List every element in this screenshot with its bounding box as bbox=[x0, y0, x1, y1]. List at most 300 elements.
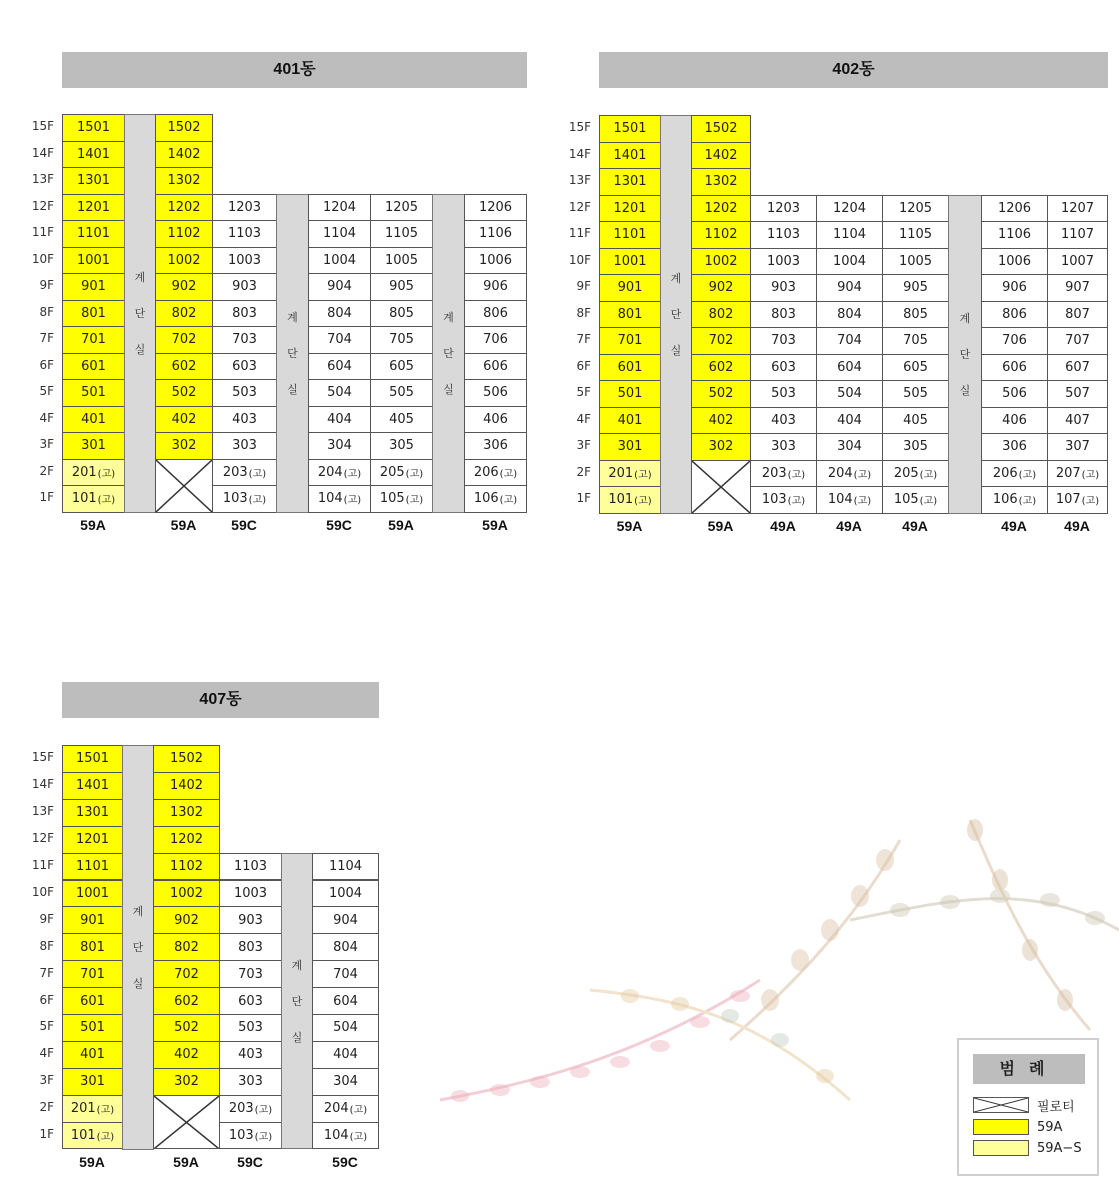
unit-cell bbox=[464, 459, 527, 487]
unit-number: 1102 bbox=[167, 226, 201, 242]
unit-number: 803 bbox=[238, 939, 263, 955]
stairwell bbox=[948, 195, 982, 514]
unit-number: 301 bbox=[80, 1074, 105, 1090]
stairwell-char: 단 bbox=[959, 348, 971, 361]
unit-number: 603 bbox=[771, 359, 796, 375]
unit-low-floor-suffix: (고) bbox=[405, 468, 424, 480]
unit-cell bbox=[981, 248, 1048, 276]
unit-cell bbox=[981, 380, 1048, 408]
unit-cell bbox=[599, 195, 661, 223]
unit-number: 1004 bbox=[328, 885, 363, 901]
stairwell bbox=[281, 853, 313, 1150]
unit-number: 602 bbox=[174, 993, 199, 1009]
unit-cell bbox=[212, 273, 277, 301]
unit-number: 1005 bbox=[898, 253, 933, 269]
unit-number: 1002 bbox=[704, 253, 738, 269]
unit-cell bbox=[370, 485, 433, 513]
unit-number: 802 bbox=[174, 939, 199, 955]
unit-cell bbox=[691, 115, 751, 143]
unit-number: 1402 bbox=[167, 146, 201, 162]
floor-label: 11F bbox=[31, 225, 54, 240]
unit-type-label: 59A bbox=[170, 516, 197, 533]
unit-number: 1502 bbox=[169, 751, 204, 767]
unit-number: 1501 bbox=[613, 121, 647, 137]
unit-cell bbox=[370, 353, 433, 381]
unit-cell bbox=[153, 772, 220, 800]
unit-cell bbox=[1047, 301, 1108, 329]
floor-label: 7F bbox=[39, 965, 54, 980]
unit-cell bbox=[308, 194, 371, 222]
unit-number: 801 bbox=[81, 305, 106, 321]
unit-number: 407 bbox=[1065, 412, 1090, 428]
unit-cell bbox=[212, 353, 277, 381]
stairwell-char: 단 bbox=[132, 941, 144, 955]
unit-cell bbox=[691, 195, 751, 223]
unit-cell bbox=[308, 459, 371, 487]
unit-cell bbox=[153, 799, 220, 827]
unit-number: 1201 bbox=[76, 199, 111, 215]
legend-title: 범례 bbox=[973, 1054, 1085, 1084]
unit-cell bbox=[816, 433, 883, 461]
unit-cell bbox=[599, 248, 661, 276]
unit-number: 206 bbox=[473, 464, 499, 480]
unit-number: 1206 bbox=[478, 199, 513, 215]
piloti-cell bbox=[691, 460, 751, 514]
unit-cell bbox=[62, 432, 125, 460]
unit-number: 1003 bbox=[766, 253, 801, 269]
unit-number: 304 bbox=[327, 438, 352, 454]
unit-number: 505 bbox=[903, 386, 928, 402]
floor-label: 8F bbox=[39, 304, 54, 319]
unit-cell bbox=[981, 433, 1048, 461]
floor-label: 12F bbox=[31, 198, 54, 213]
unit-number: 902 bbox=[174, 912, 199, 928]
floor-label: 2F bbox=[576, 464, 591, 479]
unit-number: 1005 bbox=[384, 252, 419, 268]
stairwell bbox=[660, 115, 692, 514]
stairwell-char: 실 bbox=[670, 344, 682, 358]
unit-cell bbox=[62, 167, 125, 195]
unit-cell bbox=[599, 486, 661, 514]
unit-cell bbox=[155, 353, 213, 381]
unit-number: 104 bbox=[317, 491, 343, 507]
stairwell bbox=[432, 194, 465, 513]
unit-number: 1502 bbox=[704, 121, 738, 137]
unit-number: 901 bbox=[80, 912, 105, 928]
piloti-cross-icon bbox=[156, 460, 212, 512]
unit-number: 1202 bbox=[169, 832, 204, 848]
unit-low-floor-suffix: (고) bbox=[349, 1105, 368, 1117]
unit-cell bbox=[308, 406, 371, 434]
unit-cell bbox=[62, 379, 125, 407]
unit-number: 803 bbox=[771, 306, 796, 322]
unit-cell bbox=[308, 379, 371, 407]
unit-cell bbox=[312, 933, 379, 961]
unit-cell bbox=[370, 247, 433, 275]
unit-cell bbox=[219, 1122, 282, 1150]
unit-cell bbox=[153, 826, 220, 854]
stairwell-char: 계 bbox=[670, 272, 682, 286]
unit-cell bbox=[599, 380, 661, 408]
unit-cell bbox=[370, 300, 433, 328]
unit-cell bbox=[212, 220, 277, 248]
unit-cell bbox=[155, 406, 213, 434]
unit-cell bbox=[219, 1014, 282, 1042]
unit-cell bbox=[816, 195, 883, 223]
unit-cell bbox=[62, 880, 123, 908]
unit-low-floor-suffix: (고) bbox=[787, 496, 806, 508]
unit-cell bbox=[219, 987, 282, 1015]
unit-number: 503 bbox=[232, 385, 257, 401]
unit-number: 904 bbox=[327, 279, 352, 295]
unit-cell bbox=[153, 880, 220, 908]
floor-label: 6F bbox=[39, 357, 54, 372]
unit-number: 404 bbox=[327, 411, 352, 427]
unit-cell bbox=[219, 960, 282, 988]
unit-number: 1103 bbox=[766, 227, 801, 243]
unit-number: 903 bbox=[232, 279, 257, 295]
unit-number: 704 bbox=[327, 332, 352, 348]
unit-cell bbox=[212, 459, 277, 487]
unit-cell bbox=[370, 379, 433, 407]
unit-number: 1102 bbox=[169, 859, 204, 875]
unit-cell bbox=[750, 407, 817, 435]
unit-low-floor-suffix: (고) bbox=[787, 469, 806, 481]
unit-cell bbox=[62, 485, 125, 513]
legend-label-59a: 59A bbox=[1037, 1119, 1063, 1135]
unit-number: 404 bbox=[333, 1047, 358, 1063]
unit-cell bbox=[1047, 221, 1108, 249]
floor-label: 8F bbox=[39, 938, 54, 953]
unit-number: 203 bbox=[228, 1101, 254, 1117]
stairwell-char: 계 bbox=[959, 312, 971, 325]
unit-number: 1402 bbox=[704, 147, 738, 163]
unit-number: 304 bbox=[837, 439, 862, 455]
unit-cell bbox=[308, 353, 371, 381]
unit-low-floor-suffix: (고) bbox=[1018, 496, 1037, 508]
unit-number: 703 bbox=[771, 333, 796, 349]
unit-number: 1004 bbox=[832, 253, 867, 269]
unit-cell bbox=[1047, 433, 1108, 461]
unit-cell bbox=[1047, 327, 1108, 355]
unit-number: 206 bbox=[992, 465, 1018, 481]
unit-cell bbox=[599, 433, 661, 461]
unit-cell bbox=[312, 960, 379, 988]
unit-type-label: 59C bbox=[237, 1153, 263, 1170]
stairwell-char: 단 bbox=[291, 995, 303, 1009]
unit-number: 801 bbox=[80, 939, 105, 955]
unit-cell bbox=[312, 880, 379, 908]
unit-number: 505 bbox=[389, 385, 414, 401]
unit-cell bbox=[816, 248, 883, 276]
unit-number: 705 bbox=[389, 332, 414, 348]
unit-cell bbox=[219, 933, 282, 961]
unit-number: 1101 bbox=[613, 227, 647, 243]
unit-number: 201 bbox=[608, 465, 634, 481]
unit-number: 1002 bbox=[167, 252, 201, 268]
unit-number: 901 bbox=[81, 279, 106, 295]
floor-label: 1F bbox=[576, 491, 591, 506]
unit-cell bbox=[816, 221, 883, 249]
legend-swatch-59a bbox=[973, 1119, 1029, 1135]
unit-type-label: 59A bbox=[707, 517, 734, 534]
unit-number: 805 bbox=[389, 305, 414, 321]
unit-number: 1202 bbox=[167, 199, 201, 215]
unit-type-label: 49A bbox=[1001, 517, 1027, 534]
unit-number: 406 bbox=[483, 411, 508, 427]
unit-number: 306 bbox=[1002, 439, 1027, 455]
unit-number: 1203 bbox=[766, 200, 801, 216]
unit-cell bbox=[153, 1041, 220, 1069]
unit-number: 807 bbox=[1065, 306, 1090, 322]
floor-label: 10F bbox=[31, 884, 54, 899]
unit-number: 702 bbox=[171, 332, 197, 348]
unit-number: 105 bbox=[893, 492, 919, 508]
unit-number: 905 bbox=[903, 280, 928, 296]
unit-cell bbox=[1047, 248, 1108, 276]
stairwell-char: 계 bbox=[132, 905, 144, 919]
unit-number: 106 bbox=[473, 491, 499, 507]
unit-number: 501 bbox=[81, 385, 106, 401]
stairwell-char: 실 bbox=[287, 383, 298, 396]
unit-number: 1101 bbox=[76, 226, 111, 242]
unit-type-label: 59A bbox=[388, 516, 414, 533]
unit-cell bbox=[882, 460, 949, 488]
floor-label: 3F bbox=[39, 437, 54, 452]
unit-number: 803 bbox=[232, 305, 257, 321]
unit-cell bbox=[219, 1041, 282, 1069]
stairwell-char: 실 bbox=[291, 1031, 303, 1045]
building-title: 407동 bbox=[62, 682, 379, 718]
unit-number: 604 bbox=[837, 359, 862, 375]
unit-cell bbox=[312, 1095, 379, 1123]
unit-cell bbox=[882, 407, 949, 435]
unit-low-floor-suffix: (고) bbox=[254, 1132, 273, 1144]
unit-number: 207 bbox=[1055, 465, 1081, 481]
unit-number: 1401 bbox=[76, 146, 111, 162]
floor-label: 8F bbox=[576, 305, 591, 320]
unit-cell bbox=[599, 274, 661, 302]
floor-label: 12F bbox=[31, 831, 54, 846]
unit-type-label: 49A bbox=[836, 517, 862, 534]
unit-number: 405 bbox=[389, 411, 414, 427]
unit-cell bbox=[981, 195, 1048, 223]
unit-number: 103 bbox=[228, 1128, 254, 1144]
unit-cell bbox=[981, 274, 1048, 302]
unit-cell bbox=[212, 247, 277, 275]
stairwell-char: 단 bbox=[287, 347, 298, 360]
unit-cell bbox=[212, 432, 277, 460]
floor-label: 11F bbox=[568, 226, 591, 241]
unit-cell bbox=[312, 1122, 379, 1150]
unit-low-floor-suffix: (고) bbox=[1018, 469, 1037, 481]
unit-number: 401 bbox=[80, 1047, 105, 1063]
unit-cell bbox=[1047, 274, 1108, 302]
unit-cell bbox=[691, 274, 751, 302]
unit-cell bbox=[691, 142, 751, 170]
unit-cell bbox=[212, 326, 277, 354]
unit-cell bbox=[691, 327, 751, 355]
unit-cell bbox=[312, 987, 379, 1015]
floor-label: 1F bbox=[39, 490, 54, 505]
unit-cell bbox=[981, 460, 1048, 488]
unit-cell bbox=[62, 353, 125, 381]
unit-number: 1302 bbox=[704, 174, 738, 190]
piloti-cell bbox=[155, 459, 213, 513]
unit-number: 203 bbox=[761, 465, 787, 481]
unit-number: 401 bbox=[617, 412, 643, 428]
unit-low-floor-suffix: (고) bbox=[1081, 496, 1100, 508]
unit-type-label: 59A bbox=[80, 516, 106, 533]
unit-cell bbox=[308, 485, 371, 513]
unit-cell bbox=[312, 906, 379, 934]
unit-cell bbox=[691, 221, 751, 249]
unit-cell bbox=[464, 194, 527, 222]
unit-number: 904 bbox=[333, 912, 358, 928]
unit-cell bbox=[308, 300, 371, 328]
unit-cell bbox=[882, 274, 949, 302]
unit-low-floor-suffix: (고) bbox=[1081, 469, 1100, 481]
unit-number: 606 bbox=[1002, 359, 1027, 375]
unit-cell bbox=[308, 326, 371, 354]
unit-cell bbox=[691, 433, 751, 461]
unit-cell bbox=[370, 432, 433, 460]
unit-number: 706 bbox=[1002, 333, 1027, 349]
floor-label: 13F bbox=[31, 804, 54, 819]
unit-cell bbox=[981, 486, 1048, 514]
unit-number: 1301 bbox=[76, 173, 111, 189]
unit-number: 403 bbox=[238, 1047, 263, 1063]
unit-number: 1401 bbox=[613, 147, 647, 163]
unit-type-label: 59C bbox=[326, 516, 352, 533]
unit-cell bbox=[882, 354, 949, 382]
unit-number: 1105 bbox=[384, 226, 419, 242]
unit-number: 602 bbox=[708, 359, 734, 375]
unit-number: 1104 bbox=[322, 226, 357, 242]
unit-number: 702 bbox=[708, 333, 734, 349]
unit-cell bbox=[153, 745, 220, 773]
unit-cell bbox=[62, 459, 125, 487]
unit-number: 502 bbox=[174, 1020, 199, 1036]
stairwell bbox=[276, 194, 309, 513]
unit-cell bbox=[62, 933, 123, 961]
unit-cell bbox=[599, 327, 661, 355]
unit-number: 304 bbox=[333, 1074, 358, 1090]
unit-low-floor-suffix: (고) bbox=[254, 1105, 273, 1117]
unit-low-floor-suffix: (고) bbox=[343, 495, 362, 507]
unit-number: 1001 bbox=[76, 252, 111, 268]
unit-cell bbox=[155, 247, 213, 275]
unit-cell bbox=[750, 248, 817, 276]
unit-low-floor-suffix: (고) bbox=[349, 1132, 368, 1144]
unit-cell bbox=[155, 167, 213, 195]
unit-number: 504 bbox=[333, 1020, 358, 1036]
unit-cell bbox=[308, 273, 371, 301]
unit-number: 402 bbox=[171, 411, 197, 427]
unit-cell bbox=[816, 354, 883, 382]
unit-cell bbox=[1047, 407, 1108, 435]
unit-cell bbox=[155, 220, 213, 248]
unit-cell bbox=[816, 407, 883, 435]
unit-number: 506 bbox=[483, 385, 508, 401]
unit-number: 403 bbox=[771, 412, 796, 428]
unit-cell bbox=[153, 853, 220, 881]
unit-cell bbox=[62, 220, 125, 248]
unit-number: 1104 bbox=[832, 227, 867, 243]
unit-number: 601 bbox=[617, 359, 643, 375]
unit-number: 1204 bbox=[322, 199, 357, 215]
unit-cell bbox=[219, 906, 282, 934]
unit-number: 702 bbox=[174, 966, 199, 982]
unit-number: 101 bbox=[608, 492, 634, 508]
unit-number: 502 bbox=[171, 385, 197, 401]
stairwell-char: 단 bbox=[670, 308, 682, 322]
unit-cell bbox=[62, 826, 123, 854]
unit-cell bbox=[599, 221, 661, 249]
unit-number: 1006 bbox=[997, 253, 1032, 269]
floor-label: 5F bbox=[39, 1019, 54, 1034]
unit-cell bbox=[155, 326, 213, 354]
floor-label: 1F bbox=[39, 1127, 54, 1142]
unit-low-floor-suffix: (고) bbox=[96, 1132, 115, 1144]
unit-low-floor-suffix: (고) bbox=[248, 468, 267, 480]
unit-number: 1106 bbox=[478, 226, 513, 242]
unit-number: 1207 bbox=[1060, 200, 1095, 216]
floor-label: 4F bbox=[576, 411, 591, 426]
unit-cell bbox=[1047, 195, 1108, 223]
unit-cell bbox=[62, 300, 125, 328]
unit-cell bbox=[981, 221, 1048, 249]
unit-number: 603 bbox=[238, 993, 263, 1009]
unit-number: 1103 bbox=[233, 859, 268, 875]
unit-number: 1206 bbox=[997, 200, 1032, 216]
unit-cell bbox=[750, 486, 817, 514]
floor-label: 10F bbox=[31, 251, 54, 266]
unit-number: 404 bbox=[837, 412, 862, 428]
legend-item-piloti bbox=[973, 1096, 1075, 1114]
unit-number: 107 bbox=[1055, 492, 1081, 508]
unit-cell bbox=[155, 141, 213, 169]
unit-number: 1201 bbox=[75, 832, 110, 848]
unit-number: 804 bbox=[333, 939, 358, 955]
unit-cell bbox=[62, 114, 125, 142]
unit-cell bbox=[464, 300, 527, 328]
legend-box bbox=[957, 1038, 1099, 1176]
unit-cell bbox=[691, 354, 751, 382]
legend-swatch-59a-s bbox=[973, 1140, 1029, 1156]
unit-cell bbox=[599, 301, 661, 329]
floor-label: 15F bbox=[31, 750, 54, 765]
unit-number: 602 bbox=[171, 358, 197, 374]
unit-number: 501 bbox=[617, 386, 643, 402]
unit-cell bbox=[62, 745, 123, 773]
unit-cell bbox=[308, 432, 371, 460]
unit-cell bbox=[691, 301, 751, 329]
unit-number: 1105 bbox=[898, 227, 933, 243]
unit-number: 302 bbox=[171, 438, 197, 454]
unit-number: 503 bbox=[771, 386, 796, 402]
piloti-cross-icon bbox=[692, 461, 750, 513]
unit-cell bbox=[691, 407, 751, 435]
unit-number: 607 bbox=[1065, 359, 1090, 375]
unit-low-floor-suffix: (고) bbox=[405, 495, 424, 507]
building-title: 402동 bbox=[599, 52, 1108, 88]
floor-label: 13F bbox=[568, 173, 591, 188]
unit-cell bbox=[464, 353, 527, 381]
floor-label: 2F bbox=[39, 463, 54, 478]
unit-number: 904 bbox=[837, 280, 862, 296]
unit-number: 604 bbox=[327, 358, 352, 374]
